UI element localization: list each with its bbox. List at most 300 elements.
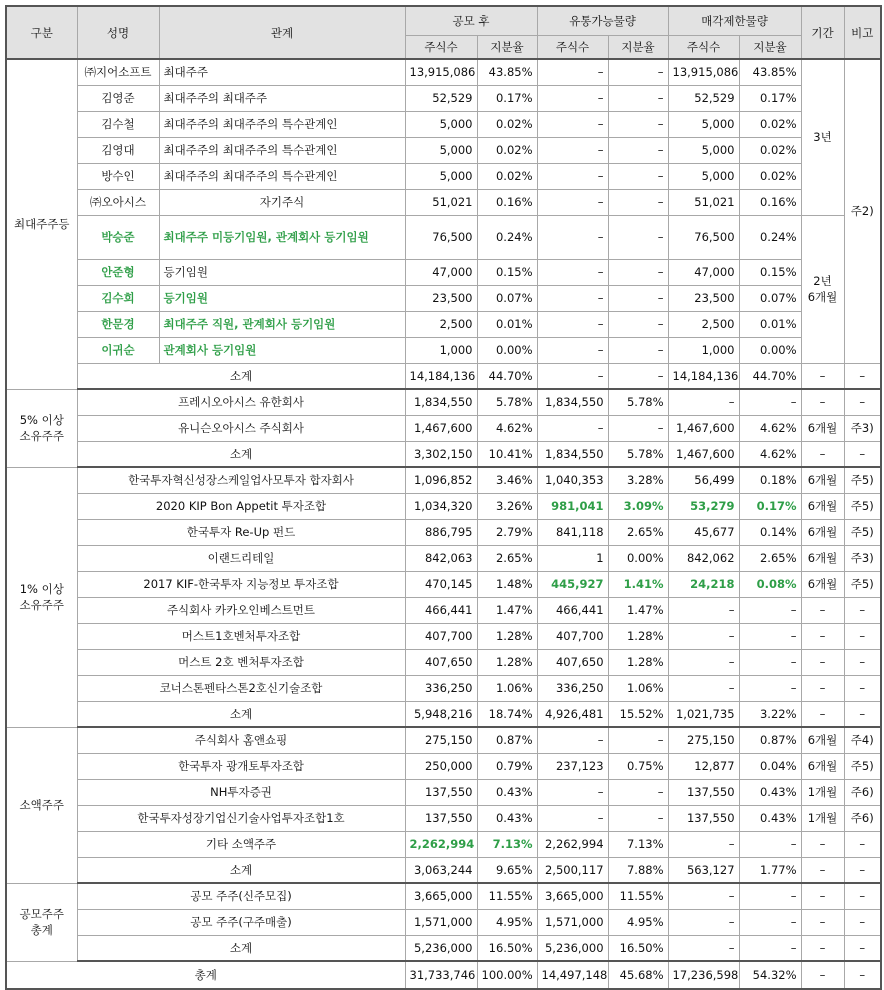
cell-s3: 17,236,598 [668,961,739,989]
shareholder-name: 기타 소액주주 [77,831,405,857]
cell-s3: – [668,831,739,857]
shareholder-name: 김수희 [77,285,159,311]
shareholder-name: 한국투자성장기업신기술사업투자조합1호 [77,805,405,831]
cell-r3: 0.02% [739,137,801,163]
cell-s3: 5,000 [668,111,739,137]
cell-r1: 100.00% [477,961,537,989]
cell-s1: 1,834,550 [405,389,477,415]
cell-r1: 1.47% [477,597,537,623]
cell-s1: 52,529 [405,85,477,111]
cell-s2: 981,041 [537,493,608,519]
cell-r1: 10.41% [477,441,537,467]
cell-r3: 4.62% [739,415,801,441]
cell-s3: 56,499 [668,467,739,493]
cell-r2: 1.06% [608,675,668,701]
shareholder-name: 2017 KIF-한국투자 지능정보 투자조합 [77,571,405,597]
cell-s1: 470,145 [405,571,477,597]
table-row [6,857,881,883]
note-cell: – [844,649,881,675]
cell-s2: – [537,779,608,805]
group-1-percent-holders: 1% 이상 소유주주 [6,467,77,727]
period-cell: – [801,441,844,467]
note-cell: – [844,701,881,727]
table-row [6,215,881,259]
cell-s3: 24,218 [668,571,739,597]
cell-r3: 0.00% [739,337,801,363]
cell-s3: 1,021,735 [668,701,739,727]
cell-r2: – [608,363,668,389]
cell-s1: 3,665,000 [405,883,477,909]
cell-r2: 0.00% [608,545,668,571]
shareholder-relation: 최대주주 미등기임원, 관계회사 등기임원 [159,215,405,259]
shareholder-relation: 관계회사 등기임원 [159,337,405,363]
subtotal-label: 소계 [77,363,405,389]
shareholder-name: 유니슨오아시스 주식회사 [77,415,405,441]
cell-s1: 51,021 [405,189,477,215]
cell-r1: 1.28% [477,649,537,675]
cell-s2: 14,497,148 [537,961,608,989]
cell-r3: 0.87% [739,727,801,753]
shareholder-relation: 최대주주의 최대주주의 특수관계인 [159,111,405,137]
cell-s3: 47,000 [668,259,739,285]
cell-s2: 407,700 [537,623,608,649]
cell-s1: 23,500 [405,285,477,311]
table-row [6,285,881,311]
cell-s3: 12,877 [668,753,739,779]
shareholder-name: 한국투자 Re-Up 펀드 [77,519,405,545]
header-ratio: 지분율 [739,35,801,59]
shareholder-name: 한국투자 광개토투자조합 [77,753,405,779]
cell-r2: – [608,727,668,753]
cell-r1: 44.70% [477,363,537,389]
cell-s3: – [668,675,739,701]
cell-s1: 466,441 [405,597,477,623]
cell-r1: 0.02% [477,137,537,163]
cell-s2: – [537,85,608,111]
cell-r3: – [739,909,801,935]
header-restricted: 매각제한물량 [668,6,801,35]
cell-s1: 2,500 [405,311,477,337]
cell-s1: 1,034,320 [405,493,477,519]
cell-r1: 5.78% [477,389,537,415]
note-cell: – [844,597,881,623]
note-cell: – [844,441,881,467]
period-cell: – [801,597,844,623]
cell-s2: – [537,111,608,137]
cell-r1: 3.26% [477,493,537,519]
cell-r3: 0.15% [739,259,801,285]
cell-s3: 842,062 [668,545,739,571]
cell-r1: 0.87% [477,727,537,753]
period-cell: 6개월 [801,467,844,493]
cell-r1: 0.15% [477,259,537,285]
cell-r2: 2.65% [608,519,668,545]
note-2: 주2) [844,59,881,363]
cell-r2: 7.13% [608,831,668,857]
table-row [6,467,881,493]
table-row [6,259,881,285]
note-cell: – [844,935,881,961]
shareholder-name: 2020 KIP Bon Appetit 투자조합 [77,493,405,519]
cell-s1: 842,063 [405,545,477,571]
cell-s2: 4,926,481 [537,701,608,727]
cell-s2: 5,236,000 [537,935,608,961]
cell-r3: 0.08% [739,571,801,597]
cell-r3: 3.22% [739,701,801,727]
shareholder-lockup-table [5,5,882,990]
cell-r1: 0.43% [477,779,537,805]
cell-s3: – [668,623,739,649]
cell-r2: 5.78% [608,441,668,467]
cell-r2: 5.78% [608,389,668,415]
cell-s2: – [537,189,608,215]
cell-s2: 1,834,550 [537,389,608,415]
cell-r2: 1.41% [608,571,668,597]
shareholder-name: 이랜드리테일 [77,545,405,571]
table-row [6,623,881,649]
cell-s2: 466,441 [537,597,608,623]
cell-r1: 0.79% [477,753,537,779]
cell-s3: – [668,883,739,909]
shareholder-name: 박승준 [77,215,159,259]
note-cell: 주3) [844,415,881,441]
cell-s1: 407,700 [405,623,477,649]
cell-s2: 2,262,994 [537,831,608,857]
cell-r2: – [608,59,668,85]
cell-r2: – [608,85,668,111]
table-body [6,6,881,989]
note-cell: – [844,389,881,415]
group-ipo-holders: 공모주주 총계 [6,883,77,961]
cell-s3: 52,529 [668,85,739,111]
cell-s3: 53,279 [668,493,739,519]
shareholder-name: 김수철 [77,111,159,137]
cell-r2: 1.47% [608,597,668,623]
header-shares: 주식수 [668,35,739,59]
cell-s1: 5,236,000 [405,935,477,961]
cell-r2: 15.52% [608,701,668,727]
header-shares: 주식수 [537,35,608,59]
cell-s1: 5,000 [405,111,477,137]
cell-s2: 445,927 [537,571,608,597]
cell-s2: – [537,311,608,337]
cell-r2: – [608,779,668,805]
shareholder-name: 안준형 [77,259,159,285]
cell-r3: 0.16% [739,189,801,215]
subtotal-label: 소계 [77,857,405,883]
header-relation: 관계 [159,6,405,59]
table-row [6,441,881,467]
period-cell: – [801,675,844,701]
cell-r1: 0.24% [477,215,537,259]
cell-r1: 0.43% [477,805,537,831]
shareholder-name: NH투자증권 [77,779,405,805]
cell-r2: – [608,805,668,831]
note-cell: – [844,675,881,701]
cell-r2: 1.28% [608,649,668,675]
cell-r3: 0.04% [739,753,801,779]
period-cell: 6개월 [801,753,844,779]
period-cell: – [801,909,844,935]
table-row [6,493,881,519]
shareholder-name: 주식회사 홈앤쇼핑 [77,727,405,753]
cell-r2: – [608,215,668,259]
table-row [6,701,881,727]
table-row [6,137,881,163]
header-ratio: 지분율 [477,35,537,59]
cell-r2: – [608,337,668,363]
cell-s2: – [537,285,608,311]
period-cell: – [801,649,844,675]
cell-s2: 2,500,117 [537,857,608,883]
note-cell: – [844,857,881,883]
table-row [6,545,881,571]
period-cell: – [801,883,844,909]
group-largest-shareholders: 최대주주등 [6,59,77,389]
note-cell: 주5) [844,467,881,493]
table-row [6,189,881,215]
cell-r3: 0.01% [739,311,801,337]
shareholder-relation: 최대주주 직원, 관계회사 등기임원 [159,311,405,337]
table-row [6,909,881,935]
period-cell: 1개월 [801,779,844,805]
cell-r1: 0.07% [477,285,537,311]
cell-s2: – [537,415,608,441]
note-cell: – [844,883,881,909]
shareholder-name: 김영대 [77,137,159,163]
cell-r3: 4.62% [739,441,801,467]
period-cell: – [801,935,844,961]
shareholder-name: 공모 주주(구주매출) [77,909,405,935]
cell-s2: – [537,337,608,363]
cell-s1: 3,302,150 [405,441,477,467]
cell-r2: – [608,285,668,311]
cell-r1: 4.95% [477,909,537,935]
cell-s1: 137,550 [405,779,477,805]
table-row [6,961,881,989]
note-cell: – [844,909,881,935]
cell-r3: 0.14% [739,519,801,545]
cell-s2: 1,571,000 [537,909,608,935]
cell-s2: 1,040,353 [537,467,608,493]
table-row [6,805,881,831]
shareholder-relation: 등기임원 [159,259,405,285]
cell-r1: 0.02% [477,111,537,137]
cell-r1: 2.79% [477,519,537,545]
shareholder-relation: 최대주주의 최대주주의 특수관계인 [159,163,405,189]
period-cell: – [801,831,844,857]
cell-s3: 51,021 [668,189,739,215]
cell-r3: 0.17% [739,85,801,111]
grand-total-label: 총계 [6,961,405,989]
cell-r1: 7.13% [477,831,537,857]
table-row [6,779,881,805]
cell-r3: – [739,883,801,909]
cell-r3: 0.17% [739,493,801,519]
period-cell: 6개월 [801,493,844,519]
cell-s2: 3,665,000 [537,883,608,909]
table-row [6,519,881,545]
cell-r3: 0.43% [739,805,801,831]
cell-r1: 0.17% [477,85,537,111]
cell-s1: 336,250 [405,675,477,701]
cell-r3: – [739,389,801,415]
cell-s2: – [537,727,608,753]
note-cell: 주6) [844,805,881,831]
cell-s3: – [668,597,739,623]
period-cell: 1개월 [801,805,844,831]
cell-s1: 47,000 [405,259,477,285]
subtotal-label: 소계 [77,701,405,727]
cell-s2: 1 [537,545,608,571]
cell-r2: 45.68% [608,961,668,989]
cell-r2: – [608,137,668,163]
cell-s1: 5,000 [405,137,477,163]
period-3-years: 3년 [801,59,844,215]
cell-r1: 16.50% [477,935,537,961]
cell-s3: 23,500 [668,285,739,311]
note-cell: – [844,961,881,989]
cell-r1: 1.28% [477,623,537,649]
subtotal-label: 소계 [77,935,405,961]
cell-s3: 76,500 [668,215,739,259]
cell-r3: – [739,597,801,623]
cell-s3: 45,677 [668,519,739,545]
period-cell: – [801,701,844,727]
cell-r2: 4.95% [608,909,668,935]
cell-r2: – [608,111,668,137]
cell-r2: 7.88% [608,857,668,883]
cell-s1: 407,650 [405,649,477,675]
table-row [6,311,881,337]
table-row [6,163,881,189]
period-2-years-6-months: 2년 6개월 [801,215,844,363]
cell-s1: 5,000 [405,163,477,189]
cell-r2: 1.28% [608,623,668,649]
header-category: 구분 [6,6,77,59]
cell-s1: 1,000 [405,337,477,363]
shareholder-name: 공모 주주(신주모집) [77,883,405,909]
cell-r3: 0.02% [739,111,801,137]
note-cell: 주5) [844,519,881,545]
cell-r2: 3.28% [608,467,668,493]
table-row [6,935,881,961]
period-cell: 6개월 [801,519,844,545]
cell-r3: 54.32% [739,961,801,989]
shareholder-name: 머스트1호벤처투자조합 [77,623,405,649]
cell-r1: 43.85% [477,59,537,85]
cell-s2: – [537,163,608,189]
cell-s1: 137,550 [405,805,477,831]
cell-s3: – [668,909,739,935]
shareholder-relation: 최대주주의 최대주주 [159,85,405,111]
cell-r1: 0.00% [477,337,537,363]
period-cell: 6개월 [801,415,844,441]
cell-r1: 9.65% [477,857,537,883]
cell-s2: – [537,59,608,85]
cell-r2: 3.09% [608,493,668,519]
cell-r1: 3.46% [477,467,537,493]
cell-r3: 0.18% [739,467,801,493]
cell-r3: – [739,831,801,857]
shareholder-name: ㈜오아시스 [77,189,159,215]
cell-s2: – [537,363,608,389]
cell-s1: 886,795 [405,519,477,545]
header-note: 비고 [844,6,881,59]
cell-r3: – [739,935,801,961]
cell-r1: 1.48% [477,571,537,597]
note-cell: 주3) [844,545,881,571]
cell-s3: – [668,649,739,675]
header-tradable: 유통가능물량 [537,6,668,35]
cell-s3: 137,550 [668,805,739,831]
cell-r3: 1.77% [739,857,801,883]
table-row [6,597,881,623]
cell-r2: – [608,311,668,337]
shareholder-name: 주식회사 카카오인베스트먼트 [77,597,405,623]
note-cell: – [844,363,881,389]
cell-r1: 1.06% [477,675,537,701]
shareholder-name: 한문경 [77,311,159,337]
cell-r3: 2.65% [739,545,801,571]
cell-s2: 1,834,550 [537,441,608,467]
cell-r3: 0.24% [739,215,801,259]
table-row [6,675,881,701]
cell-r2: 0.75% [608,753,668,779]
cell-r2: 11.55% [608,883,668,909]
period-cell: 6개월 [801,545,844,571]
cell-s1: 31,733,746 [405,961,477,989]
cell-s3: 563,127 [668,857,739,883]
cell-s1: 1,096,852 [405,467,477,493]
table-row [6,111,881,137]
cell-r3: – [739,649,801,675]
group-5-percent-holders: 5% 이상 소유주주 [6,389,77,467]
shareholder-relation: 최대주주의 최대주주의 특수관계인 [159,137,405,163]
table-row [6,415,881,441]
shareholder-name: 코너스톤펜타스톤2호신기술조합 [77,675,405,701]
cell-r3: 0.43% [739,779,801,805]
cell-s1: 275,150 [405,727,477,753]
table-row [6,831,881,857]
cell-s2: 841,118 [537,519,608,545]
cell-s3: – [668,935,739,961]
shareholder-relation: 자기주식 [159,189,405,215]
cell-s3: 5,000 [668,137,739,163]
cell-s1: 13,915,086 [405,59,477,85]
cell-r1: 2.65% [477,545,537,571]
period-cell: – [801,857,844,883]
cell-r2: 16.50% [608,935,668,961]
cell-r3: 44.70% [739,363,801,389]
header-row-1 [6,6,881,35]
shareholder-relation: 최대주주 [159,59,405,85]
cell-r3: – [739,675,801,701]
cell-s1: 14,184,136 [405,363,477,389]
cell-s1: 76,500 [405,215,477,259]
shareholder-name: 김영준 [77,85,159,111]
cell-r3: – [739,623,801,649]
cell-s1: 1,467,600 [405,415,477,441]
table-row [6,363,881,389]
cell-r3: 0.02% [739,163,801,189]
cell-s3: 1,467,600 [668,441,739,467]
table-row [6,883,881,909]
cell-r3: 0.07% [739,285,801,311]
note-cell: – [844,623,881,649]
cell-r2: – [608,259,668,285]
period-cell: – [801,623,844,649]
